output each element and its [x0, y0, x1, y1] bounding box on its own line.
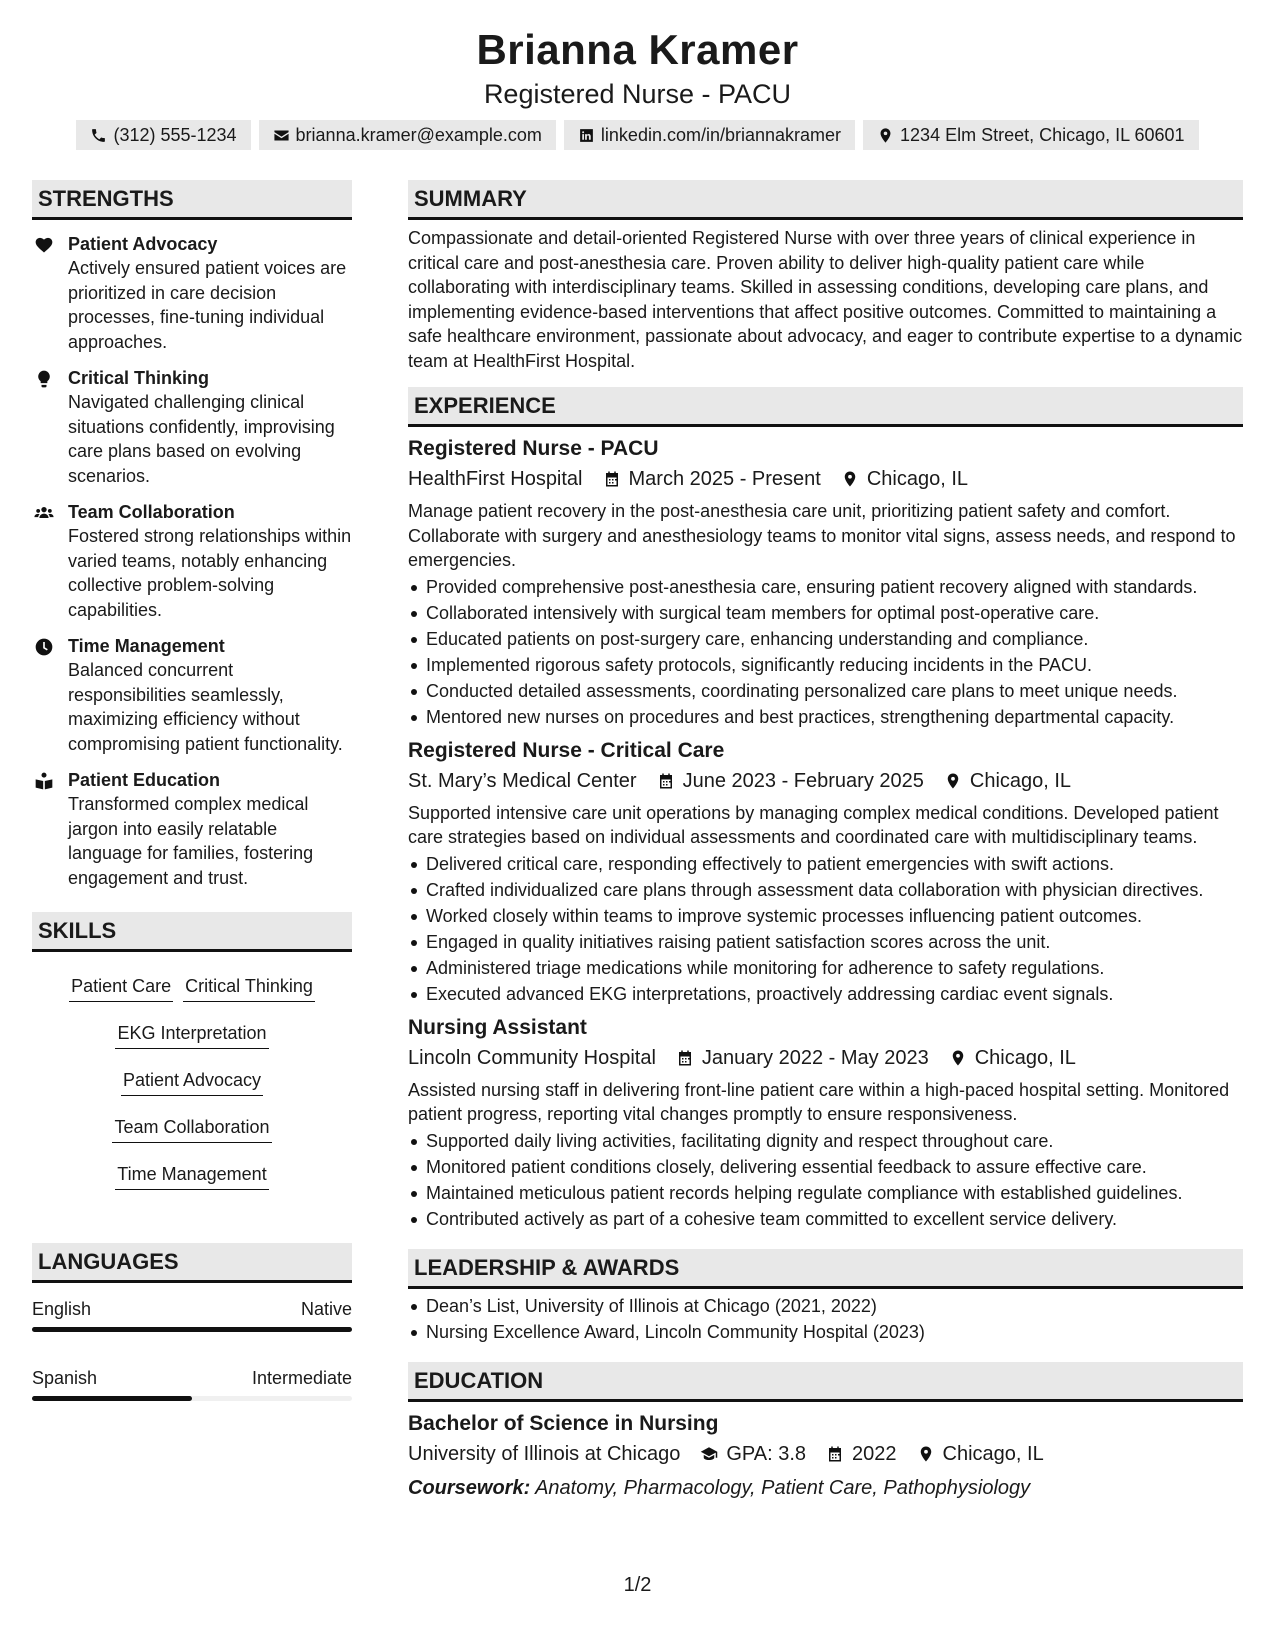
language-level: Native — [300, 1299, 352, 1319]
envelope-icon — [273, 127, 290, 144]
list-item: Crafted individualized care plans through assessment data collaboration with physician directives. — [408, 879, 1243, 902]
job-entry — [408, 435, 1243, 729]
job-location: Chicago, IL — [974, 1046, 1076, 1069]
map-pin-icon — [917, 1445, 935, 1463]
list-item: Dean’s List, University of Illinois at Chicago (2021, 2022) — [408, 1295, 1243, 1318]
summary-heading: SUMMARY — [408, 180, 1243, 220]
job-employer: HealthFirst Hospital — [408, 468, 583, 490]
calendar-icon — [676, 1049, 694, 1067]
coursework-list: Anatomy, Pharmacology, Patient Care, Pathophysiology — [535, 1476, 1031, 1499]
job-dates: January 2022 - May 2023 — [701, 1046, 929, 1069]
strength-name: Team Collaboration — [68, 502, 235, 522]
list-item: Worked closely within teams to improve systemic processes influencing patient outcomes. — [408, 905, 1243, 928]
strength-item — [32, 500, 352, 622]
skill-tag: Patient Advocacy — [121, 1066, 263, 1096]
job-dates: June 2023 - February 2025 — [682, 769, 924, 792]
skill-tag: EKG Interpretation — [115, 1019, 268, 1049]
languages-heading: LANGUAGES — [32, 1243, 352, 1283]
candidate-title: Registered Nurse - PACU — [483, 79, 792, 109]
job-meta — [408, 767, 1243, 795]
strength-desc: Transformed complex medical jargon into easily relatable language for families, fostering engagement and trust. — [68, 794, 314, 888]
degree-title: Bachelor of Science in Nursing — [408, 1411, 719, 1435]
job-title: Nursing Assistant — [408, 1015, 587, 1039]
list-item: Nursing Excellence Award, Lincoln Community Hospital (2023) — [408, 1321, 1243, 1344]
job-employer: St. Mary’s Medical Center — [408, 769, 637, 792]
contact-phone-text: (312) 555-1234 — [113, 125, 237, 145]
education-heading: EDUCATION — [408, 1362, 1243, 1402]
heart-icon — [34, 235, 54, 255]
coursework — [408, 1474, 1243, 1502]
experience-heading: EXPERIENCE — [408, 387, 1243, 427]
calendar-icon — [826, 1445, 844, 1463]
job-bullets — [408, 576, 1243, 729]
language-name: Spanish — [32, 1368, 98, 1388]
strength-name: Critical Thinking — [68, 368, 210, 388]
job-meta — [408, 465, 1243, 493]
language-name: English — [32, 1299, 92, 1319]
job-description: Assisted nursing staff in delivering front-line patient care within a high-paced hospital setting. Monitored patient progress, reporting vital changes promptly to ensure responsiveness. — [408, 1079, 1230, 1124]
skill-tag: Patient Care — [69, 972, 173, 1002]
list-item: Delivered critical care, responding effectively to patient emergencies with swift actions. — [408, 853, 1243, 876]
list-item: Executed advanced EKG interpretations, proactively addressing cardiac event signals. — [408, 983, 1243, 1006]
proficiency-bar — [32, 1396, 352, 1401]
job-meta — [408, 1044, 1243, 1072]
contact-linkedin-text: linkedin.com/in/briannakramer — [600, 125, 842, 145]
job-bullets — [408, 1130, 1243, 1231]
list-item: Contributed actively as part of a cohesive team committed to excellent service delivery. — [408, 1208, 1243, 1231]
list-item: Educated patients on post-surgery care, enhancing understanding and compliance. — [408, 628, 1243, 651]
awards-list — [408, 1295, 1243, 1344]
map-pin-icon — [944, 772, 962, 790]
list-item: Collaborated intensively with surgical team members for optimal post-operative care. — [408, 602, 1243, 625]
contact-bar — [0, 120, 1275, 150]
strength-item — [32, 232, 352, 354]
skills-list — [32, 952, 352, 1199]
page-number: 1/2 — [623, 1574, 652, 1596]
linkedin-icon — [578, 127, 595, 144]
list-item: Mentored new nurses on procedures and best practices, strengthening departmental capacity. — [408, 706, 1243, 729]
graduation-year: 2022 — [852, 1442, 897, 1465]
list-item: Provided comprehensive post-anesthesia care, ensuring patient recovery aligned with standards. — [408, 576, 1243, 599]
strength-name: Patient Advocacy — [68, 234, 218, 254]
candidate-name: Brianna Kramer — [476, 26, 799, 73]
contact-address-text: 1234 Elm Street, Chicago, IL 60601 — [900, 125, 1185, 145]
clock-icon — [34, 637, 54, 657]
list-item: Engaged in quality initiatives raising patient satisfaction scores across the unit. — [408, 931, 1243, 954]
job-description: Supported intensive care unit operations by managing complex medical conditions. Developed patient care strategies based on individual assessments and coordinated care with multidisciplinary teams. — [408, 802, 1219, 847]
contact-address — [863, 120, 1199, 150]
skill-tag: Time Management — [115, 1160, 268, 1190]
strength-desc: Fostered strong relationships within varied teams, notably enhancing collective problem-solving capabilities. — [68, 526, 352, 620]
left-column — [32, 180, 352, 1401]
job-location: Chicago, IL — [969, 769, 1072, 792]
strength-desc: Balanced concurrent responsibilities seamlessly, maximizing efficiency without compromising patient functionality. — [68, 660, 343, 754]
job-location: Chicago, IL — [866, 468, 969, 490]
list-item: Monitored patient conditions closely, delivering essential feedback to assure effective care. — [408, 1156, 1243, 1179]
school-name: University of Illinois at Chicago — [408, 1442, 681, 1465]
list-item: Maintained meticulous patient records helping regulate compliance with established guidelines. — [408, 1182, 1243, 1205]
contact-linkedin[interactable] — [564, 120, 855, 150]
calendar-icon — [657, 772, 675, 790]
contact-email-text: brianna.kramer@example.com — [295, 125, 542, 145]
job-title: Registered Nurse - Critical Care — [408, 738, 725, 762]
graduation-cap-icon — [700, 1445, 718, 1463]
language-item — [32, 1366, 352, 1401]
contact-email[interactable] — [259, 120, 556, 150]
job-entry — [408, 1014, 1243, 1231]
proficiency-bar — [32, 1327, 352, 1332]
strength-item — [32, 634, 352, 756]
awards-heading: LEADERSHIP & AWARDS — [408, 1249, 1243, 1289]
summary-text: Compassionate and detail-oriented Registered Nurse with over three years of clinical experience in critical care and post-anesthesia care. Proven ability to deliver high-quality patient care while collaborating with interdisciplinary teams. Skilled in assessing conditions, developing care plans, and implementing evidence-based interventions that affect positive outcomes. Committed to maintaining a safe healthcare environment, passionate about advocacy, and eager to contribute expertise to a dynamic team at HealthFirst Hospital. — [408, 228, 1243, 371]
job-entry — [408, 737, 1243, 1006]
coursework-label: Coursework: — [408, 1476, 531, 1499]
job-title: Registered Nurse - PACU — [408, 437, 659, 460]
strength-desc: Actively ensured patient voices are prioritized in care decision processes, fine-tuning individual approaches. — [68, 258, 347, 352]
list-item: Supported daily living activities, facilitating dignity and respect throughout care. — [408, 1130, 1243, 1153]
calendar-icon — [603, 470, 621, 488]
contact-phone[interactable] — [76, 120, 250, 150]
job-dates: March 2025 - Present — [628, 468, 821, 490]
skills-heading: SKILLS — [32, 912, 352, 952]
book-reader-icon — [34, 771, 54, 791]
skill-tag: Critical Thinking — [183, 972, 315, 1002]
resume-header — [0, 0, 1275, 150]
strength-item — [32, 366, 352, 488]
strength-name: Patient Education — [68, 770, 221, 790]
map-pin-icon — [949, 1049, 967, 1067]
strength-name: Time Management — [68, 636, 225, 656]
list-item: Administered triage medications while monitoring for adherence to safety regulations. — [408, 957, 1243, 980]
users-icon — [34, 503, 54, 523]
skill-tag: Team Collaboration — [112, 1113, 271, 1143]
map-pin-icon — [877, 127, 894, 144]
list-item: Implemented rigorous safety protocols, significantly reducing incidents in the PACU. — [408, 654, 1243, 677]
strengths-heading: STRENGTHS — [32, 180, 352, 220]
language-item — [32, 1297, 352, 1332]
list-item: Conducted detailed assessments, coordinating personalized care plans to meet unique needs. — [408, 680, 1243, 703]
education-meta — [408, 1440, 1243, 1468]
strength-desc: Navigated challenging clinical situations confidently, improvising care plans based on evolving scenarios. — [68, 392, 335, 486]
school-location: Chicago, IL — [942, 1442, 1044, 1465]
map-pin-icon — [841, 470, 859, 488]
job-employer: Lincoln Community Hospital — [408, 1046, 656, 1069]
lightbulb-icon — [34, 369, 54, 389]
language-level: Intermediate — [251, 1368, 352, 1388]
proficiency-fill — [32, 1396, 192, 1401]
phone-icon — [90, 127, 107, 144]
right-column — [408, 180, 1243, 1502]
job-bullets — [408, 853, 1243, 1006]
gpa: GPA: 3.8 — [726, 1442, 807, 1465]
proficiency-fill — [32, 1327, 352, 1332]
job-description: Manage patient recovery in the post-anesthesia care unit, prioritizing patient safety and comfort. Collaborate with surgery and anesthesiology teams to monitor vital signs, assess needs, and respond to emergencies. — [408, 501, 1236, 570]
strength-item — [32, 768, 352, 890]
